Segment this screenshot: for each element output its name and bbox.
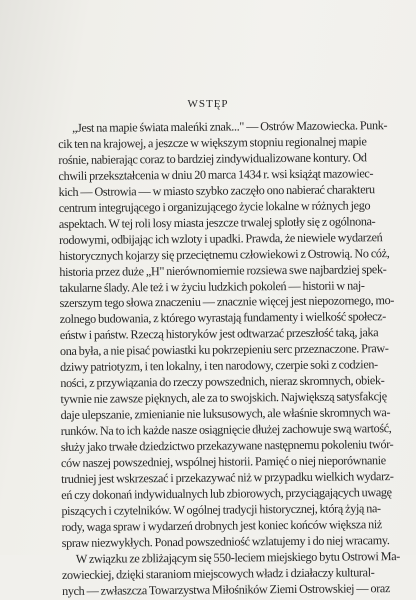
text-line: kich — Ostrowia — w miasto szybko zaczęło ono nabierać charakteru (58, 182, 375, 199)
text-line: rośnie, nabierając coraz to bardziej zindywidualizowane kontury. Od (58, 150, 367, 167)
text-line: eń czy dokonań indywidualnych lub zbiorowych, przyciągających uwagę (61, 485, 392, 502)
text-line: runków. Na to ich każde nasze osiągnięcie dłużej zachowuje swą wartość, (60, 421, 392, 439)
text-line: spraw niezwykłych. Ponad powszedniość wzlatujemy i do niej wracamy. (61, 532, 390, 550)
chapter-heading: WSTĘP (187, 98, 229, 110)
text-line: daje ulepszanie, zmienianie nie luksusowych, ale właśnie skromnych wa- (60, 405, 391, 423)
text-line: ności, z przywiązania do rzeczy powszednich, nieraz skromnych, obiek- (60, 373, 385, 391)
text-line: eństw i państw. Rzeczą historyków jest odtwarzać przeszłość taką, jaka (59, 325, 379, 343)
text-line: centrum integrującego i organizującego życie lokalne w różnych jego (58, 198, 371, 215)
text-line: aspektach. W tej roli losy miasta jeszcze trwalej splotły się z ogólnona- (58, 213, 376, 231)
text-line: piszących i czytelników. W ogólnej tradycji historycznej, którą żyją na- (61, 501, 381, 518)
text-line: historia przez duże „H" nierównomiernie rozsiewa swe najbardziej spek- (59, 261, 387, 279)
text-line: chwili przekształcenia w dniu 20 marca 1434 r. wsi książąt mazowiec- (58, 166, 374, 183)
text-line: „Jest na mapie świata maleńki znak..." — Ostrów Mazowiecka. Punk- (71, 118, 388, 135)
text-line: takularne ślady. Ale też i w życiu ludzkich pokoleń — historii w naj- (59, 277, 365, 295)
body-text (58, 118, 400, 600)
text-line: dziwy patriotyzm, i ten lokalny, i ten narodowy, czerpie soki z codzien- (60, 357, 378, 375)
text-line: rody, waga spraw i wydarzeń drobnych jest koniec końców większa niż (61, 517, 382, 534)
text-line: tywnie nie zawsze pięknych, ale za to swojskich. Największą satysfakcję (60, 389, 387, 407)
text-line: zolnego budowania, z którego wyrastają fundamenty i wielkość społecz- (59, 309, 386, 327)
text-line: zowieckiej, dzięki staraniom miejscowych władz i działaczy kultural- (61, 564, 375, 582)
text-line: nych — zwłaszcza Towarzystwa Miłośników Ziemi Ostrowskiej — oraz (62, 580, 391, 598)
text-line: W związku ze zbliżającym się 550-leciem miejskiego bytu Ostrowi Ma- (75, 548, 401, 566)
text-line: cik ten na krajowej, a jeszcze w większym stopniu regionalnej mapie (58, 134, 367, 151)
text-line: ona była, a nie pisać powiastki ku pokrzepieniu serc przeznaczone. Praw- (59, 341, 389, 359)
text-line: trudniej jest wskrzeszać i przekazywać niż w przypadku wielkich wydarz- (61, 469, 394, 486)
text-line: ców naszej powszedniej, wspólnej historii. Pamięć o niej nieporównanie (60, 453, 386, 471)
text-line: szerszym tego słowa znaczeniu — znacznie więcej jest niepozornego, mo- (59, 293, 395, 311)
text-line: służy jako trwałe dziedzictwo przekazywane następnemu pokoleniu twór- (60, 437, 394, 455)
text-line: rodowymi, odbijając ich wzloty i upadki. Prawda, że niewiele wydarzeń (58, 229, 383, 247)
text-line: historycznych kojarzy się przeciętnemu człowiekowi z Ostrowią. No cóż, (59, 245, 390, 263)
